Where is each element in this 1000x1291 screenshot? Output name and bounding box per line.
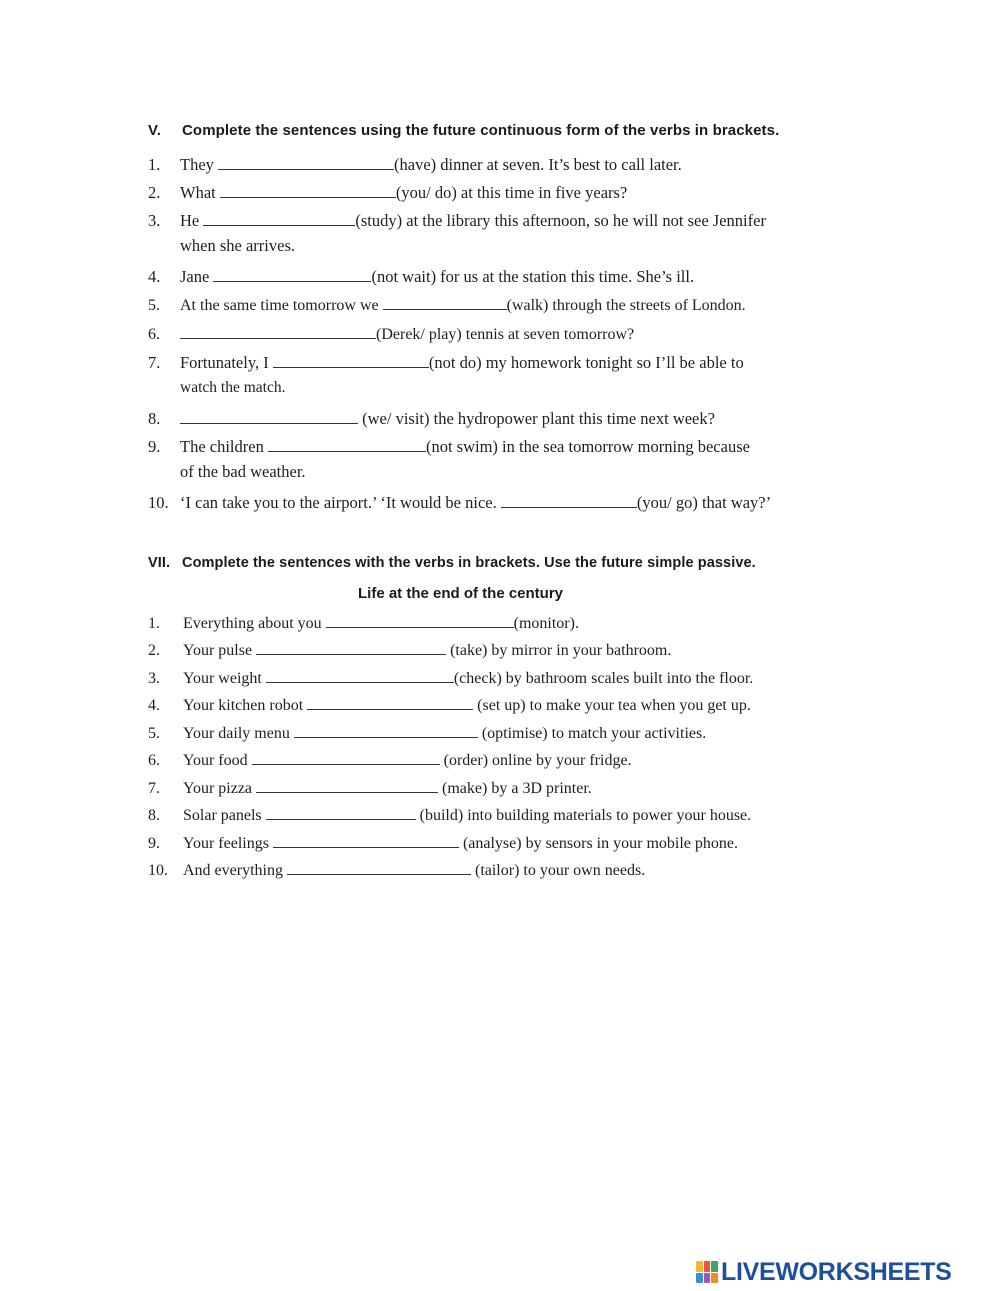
item-text-after: (not swim) in the sea tomorrow morning because <box>425 437 750 456</box>
item-text-after: (not wait) for us at the station this time. She’s ill. <box>371 267 695 286</box>
item-text-after: (not do) my homework tonight so I’ll be able to <box>428 353 744 372</box>
item-text-after: (you/ do) at this time in five years? <box>395 183 628 202</box>
item-number: 5. <box>148 725 160 742</box>
answer-blank[interactable] <box>256 640 446 655</box>
section-v-heading <box>148 122 779 139</box>
liveworksheets-logo-icon <box>696 1261 718 1283</box>
section-v-numeral: V. <box>148 122 161 139</box>
answer-blank[interactable] <box>203 211 355 226</box>
answer-blank[interactable] <box>307 695 473 710</box>
item-text-continued: when she arrives. <box>180 236 296 255</box>
item-number: 2. <box>148 642 160 659</box>
item-number: 9. <box>148 835 160 852</box>
item-number: 1. <box>148 615 160 632</box>
item-text-after: (we/ visit) the hydropower plant this time next week? <box>358 409 715 428</box>
liveworksheets-brand-text: LIVEWORKSHEETS <box>721 1257 952 1286</box>
item-text-before: Solar panels <box>183 807 262 824</box>
item-text-before: Your feelings <box>183 835 269 852</box>
section-vii-numeral: VII. <box>148 555 171 571</box>
answer-blank[interactable] <box>268 437 426 452</box>
item-text-before: Your pizza <box>183 780 253 797</box>
item-text-after: (you/ go) that way?’ <box>636 493 772 512</box>
item-text-after: (have) dinner at seven. It’s best to call later. <box>394 155 682 174</box>
item-text-after: (walk) through the streets of London. <box>506 297 746 314</box>
item-text-before: Fortunately, I <box>180 353 269 372</box>
item-text-before: Your daily menu <box>183 725 290 742</box>
item-text-before: They <box>180 155 214 174</box>
item-number: 10. <box>148 862 168 879</box>
item-number: 2. <box>148 183 161 202</box>
item-text-before: Your weight <box>183 670 262 687</box>
item-text-after: (set up) to make your tea when you get up. <box>473 697 751 714</box>
item-number: 8. <box>148 807 160 824</box>
item-number: 6. <box>148 752 160 769</box>
answer-blank[interactable] <box>213 267 371 282</box>
item-text-after: (Derek/ play) tennis at seven tomorrow? <box>376 326 635 343</box>
item-number: 5. <box>148 297 160 314</box>
item-number: 3. <box>148 670 160 687</box>
item-number: 8. <box>148 409 161 428</box>
answer-blank[interactable] <box>266 805 416 820</box>
answer-blank[interactable] <box>273 833 459 848</box>
item-text-before: What <box>180 183 216 202</box>
answer-blank[interactable] <box>326 613 514 628</box>
section-v-instruction: Complete the sentences using the future continuous form of the verbs in brackets. <box>182 122 780 139</box>
answer-blank[interactable] <box>180 324 376 339</box>
section-vii-subheading: Life at the end of the century <box>358 585 564 602</box>
item-text-before: He <box>180 211 200 230</box>
item-number: 6. <box>148 326 160 343</box>
item-number: 1. <box>148 155 161 174</box>
section-vii-heading <box>148 555 756 571</box>
section-vii-instruction: Complete the sentences with the verbs in brackets. Use the future simple passive. <box>182 555 756 571</box>
answer-blank[interactable] <box>252 750 440 765</box>
item-text-after: (check) by bathroom scales built into the floor. <box>453 670 754 687</box>
item-text-before: Your pulse <box>183 642 253 659</box>
item-number: 7. <box>148 780 160 797</box>
answer-blank[interactable] <box>501 493 637 508</box>
item-number: 4. <box>148 697 160 714</box>
answer-blank[interactable] <box>266 668 454 683</box>
item-text-before: Your food <box>183 752 248 769</box>
item-text-after: (make) by a 3D printer. <box>438 780 592 797</box>
item-text-after: (order) online by your fridge. <box>439 752 632 769</box>
item-text-after: (analyse) by sensors in your mobile phone. <box>458 835 738 852</box>
liveworksheets-logo <box>696 1256 996 1288</box>
item-text-before: Jane <box>180 267 210 286</box>
item-number: 9. <box>148 437 161 456</box>
item-number: 3. <box>148 211 161 230</box>
answer-blank[interactable] <box>383 295 507 310</box>
answer-blank[interactable] <box>218 155 394 170</box>
item-text-before: Everything about you <box>183 615 322 632</box>
answer-blank[interactable] <box>287 860 471 875</box>
item-number: 7. <box>148 353 161 372</box>
item-text-before: And everything <box>183 862 283 879</box>
item-text-after: (take) by mirror in your bathroom. <box>446 642 672 659</box>
item-number: 4. <box>148 267 161 286</box>
item-number: 10. <box>148 493 169 512</box>
item-text-before: Your kitchen robot <box>183 697 304 714</box>
answer-blank[interactable] <box>273 353 429 368</box>
item-text-before: At the same time tomorrow we <box>180 297 379 314</box>
item-text-continued: of the bad weather. <box>180 462 306 481</box>
answer-blank[interactable] <box>220 183 396 198</box>
item-text-before: The children <box>180 437 264 456</box>
item-text-after: (optimise) to match your activities. <box>477 725 707 742</box>
answer-blank[interactable] <box>180 409 358 424</box>
item-text-after: (study) at the library this afternoon, so he will not see Jennifer <box>355 211 766 230</box>
answer-blank[interactable] <box>294 723 478 738</box>
item-text-continued: watch the match. <box>180 379 286 396</box>
item-text-after: (monitor). <box>513 615 579 632</box>
answer-blank[interactable] <box>256 778 438 793</box>
item-text-before: ‘I can take you to the airport.’ ‘It would be nice. <box>180 493 497 512</box>
item-text-after: (build) into building materials to power your house. <box>415 807 752 824</box>
item-text-after: (tailor) to your own needs. <box>470 862 646 879</box>
